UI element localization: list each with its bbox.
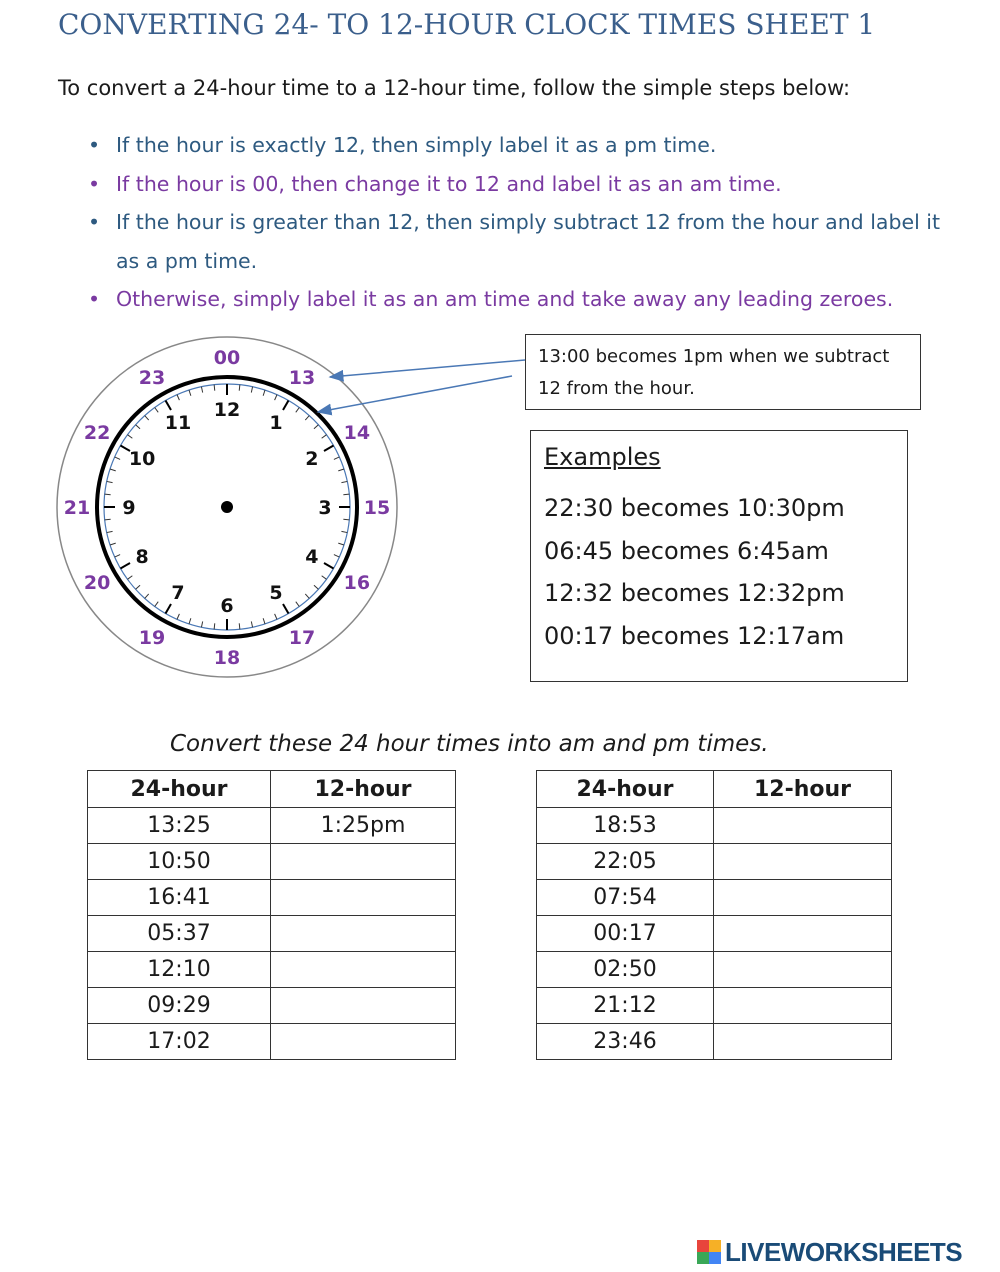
header-12-hour: 12-hour	[271, 771, 456, 808]
minute-tick	[343, 494, 349, 495]
answer-cell[interactable]	[271, 1024, 456, 1060]
cell-24-hour: 21:12	[537, 988, 714, 1024]
rule-item	[88, 165, 968, 204]
logo-tile	[697, 1240, 709, 1252]
cell-24-hour: 10:50	[88, 844, 271, 880]
inner-hour-number: 1	[269, 412, 283, 435]
arrow-to-13	[330, 360, 525, 377]
inner-hour-number: 2	[305, 448, 319, 470]
outer-hour-number: 18	[213, 647, 241, 669]
examples-box	[530, 430, 908, 682]
table-row	[537, 880, 892, 916]
header-24-hour: 24-hour	[88, 771, 271, 808]
inner-hour-number: 7	[171, 581, 185, 604]
minute-tick	[105, 494, 111, 495]
inner-hour-number: 11	[164, 412, 192, 435]
table-row	[537, 808, 892, 844]
inner-hour-number: 8	[135, 546, 149, 568]
outer-hour-number: 21	[63, 497, 91, 519]
answer-cell[interactable]	[271, 880, 456, 916]
answer-cell[interactable]	[271, 916, 456, 952]
answer-cell[interactable]	[714, 880, 892, 916]
answer-cell[interactable]: 1:25pm	[271, 808, 456, 844]
cell-24-hour: 23:46	[537, 1024, 714, 1060]
cell-24-hour: 16:41	[88, 880, 271, 916]
conversion-table-right	[536, 770, 892, 1060]
answer-cell[interactable]	[714, 808, 892, 844]
cell-24-hour: 07:54	[537, 880, 714, 916]
table-row	[88, 844, 456, 880]
table-row	[537, 844, 892, 880]
note-text: 13:00 becomes 1pm when we subtract 12 from the hour.	[538, 346, 890, 399]
inner-hour-number: 9	[122, 497, 136, 519]
rule-text: If the hour is 00, then change it to 12 and label it as an am time.	[116, 171, 782, 196]
rule-item	[88, 203, 968, 280]
table-row	[537, 916, 892, 952]
cell-24-hour: 12:10	[88, 952, 271, 988]
example-line: 06:45 becomes 6:45am	[544, 536, 829, 565]
answer-cell[interactable]	[271, 988, 456, 1024]
minute-tick	[105, 519, 111, 520]
outer-hour-number: 13	[288, 367, 316, 390]
table-row	[88, 916, 456, 952]
outer-hour-number: 23	[138, 367, 166, 390]
table-row	[88, 952, 456, 988]
answer-cell[interactable]	[714, 952, 892, 988]
table-header-row	[537, 771, 892, 808]
examples-title: Examples	[544, 443, 661, 471]
table-header-row	[88, 771, 456, 808]
answer-cell[interactable]	[714, 988, 892, 1024]
minute-tick	[239, 385, 240, 391]
outer-hour-number: 00	[213, 347, 241, 369]
logo-tile	[709, 1240, 721, 1252]
logo-tile	[697, 1252, 709, 1264]
inner-hour-number: 4	[305, 546, 319, 568]
table-row	[88, 808, 456, 844]
instruction-text: Convert these 24 hour times into am and pm times.	[170, 731, 769, 757]
table-row	[88, 1024, 456, 1060]
bullet-icon: •	[88, 133, 101, 157]
rule-text: If the hour is exactly 12, then simply label it as a pm time.	[116, 133, 717, 157]
inner-hour-number: 6	[220, 595, 234, 617]
logo-tile	[709, 1252, 721, 1264]
note-box	[525, 334, 921, 410]
cell-24-hour: 00:17	[537, 916, 714, 952]
answer-cell[interactable]	[271, 844, 456, 880]
answer-cell[interactable]	[271, 952, 456, 988]
intro-text: To convert a 24-hour time to a 12-hour time, follow the simple steps below:	[58, 76, 851, 100]
cell-24-hour: 17:02	[88, 1024, 271, 1060]
rule-item	[88, 280, 968, 319]
minute-tick	[343, 519, 349, 520]
bullet-icon: •	[88, 287, 101, 311]
inner-hour-number: 12	[213, 399, 241, 421]
outer-hour-number: 20	[83, 572, 111, 594]
inner-hour-number: 10	[128, 448, 156, 470]
table-row	[88, 880, 456, 916]
outer-hour-number: 14	[343, 422, 371, 444]
example-line: 00:17 becomes 12:17am	[544, 621, 845, 650]
cell-24-hour: 05:37	[88, 916, 271, 952]
minute-tick	[214, 385, 215, 391]
inner-hour-number: 5	[269, 581, 283, 604]
bullet-icon: •	[88, 210, 101, 234]
header-24-hour: 24-hour	[537, 771, 714, 808]
rules-list	[88, 126, 968, 319]
bullet-icon: •	[88, 171, 101, 196]
cell-24-hour: 18:53	[537, 808, 714, 844]
rule-item	[88, 126, 968, 165]
minute-tick	[214, 623, 215, 629]
answer-cell[interactable]	[714, 844, 892, 880]
rule-text: Otherwise, simply label it as an am time and take away any leading zeroes.	[116, 287, 894, 311]
logo-text: LIVEWORKSHEETS	[725, 1236, 963, 1267]
outer-hour-number: 19	[138, 626, 166, 649]
example-line: 22:30 becomes 10:30pm	[544, 494, 845, 522]
answer-cell[interactable]	[714, 1024, 892, 1060]
clock-center-dot	[221, 501, 233, 513]
liveworksheets-logo	[697, 1236, 962, 1268]
table-row	[88, 988, 456, 1024]
inner-hour-number: 3	[318, 497, 332, 519]
cell-24-hour: 13:25	[88, 808, 271, 844]
header-12-hour: 12-hour	[714, 771, 892, 808]
conversion-table-left	[87, 770, 456, 1060]
rule-text: If the hour is greater than 12, then simply subtract 12 from the hour and label it as a pm time.	[116, 210, 941, 273]
answer-cell[interactable]	[714, 916, 892, 952]
cell-24-hour: 22:05	[537, 844, 714, 880]
logo-mark-icon	[697, 1240, 721, 1264]
table-row	[537, 952, 892, 988]
table-row	[537, 1024, 892, 1060]
outer-hour-number: 22	[83, 422, 111, 444]
cell-24-hour: 09:29	[88, 988, 271, 1024]
example-line: 12:32 becomes 12:32pm	[544, 579, 845, 607]
table-row	[537, 988, 892, 1024]
outer-hour-number: 17	[288, 626, 316, 649]
outer-hour-number: 16	[343, 572, 371, 594]
cell-24-hour: 02:50	[537, 952, 714, 988]
page-title: CONVERTING 24- TO 12-HOUR CLOCK TIMES SHEET 1	[58, 8, 876, 41]
minute-tick	[239, 623, 240, 629]
outer-hour-number: 15	[363, 497, 391, 519]
